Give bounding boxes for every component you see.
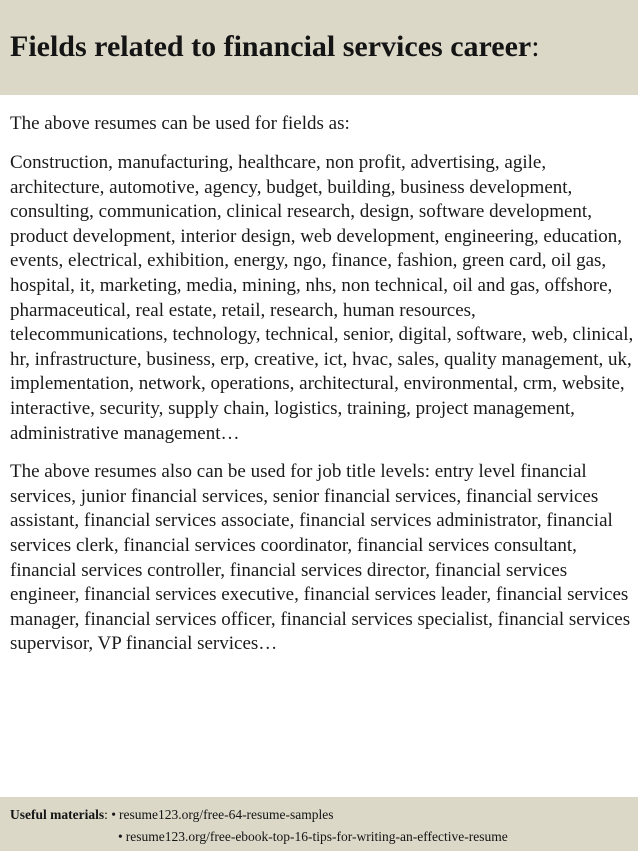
bullet-icon: • [111, 807, 116, 822]
footer-row-2 [118, 829, 508, 845]
useful-materials-label: Useful materials [10, 807, 105, 822]
bullet-icon: • [118, 829, 123, 844]
main-content [10, 112, 634, 657]
useful-materials-colon: : [104, 807, 108, 822]
page-title [10, 30, 540, 64]
page-title-colon: : [531, 30, 540, 63]
footer-row-1 [10, 807, 334, 823]
footer-banner [0, 797, 638, 851]
page-title-text: Fields related to financial services career [10, 30, 532, 63]
footer-link-1[interactable]: resume123.org/free-64-resume-samples [118, 807, 334, 822]
fields-paragraph: Construction, manufacturing, healthcare, non profit, advertising, agile, architecture, automotive, agency, budget, building, business development, consulting, communication, clinical research, design, software development, product development, interior design, web development, engineering, education, events, electrical, exhibition, energy, ngo, finance, fashion, green card, oil gas, hospital, it, marketing, media, mining, nhs, non technical, oil and gas, offshore, pharmaceutical, real estate, retail, research, human resources, telecommunications, technology, technical, senior, digital, software, web, clinical, hr, infrastructure, business, erp, creative, ict, hvac, sales, quality management, uk, implementation, network, operations, architectural, environmental, crm, website, interactive, security, supply chain, logistics, training, project management, administrative management… [10, 152, 634, 444]
intro-text: The above resumes can be used for fields as: [10, 113, 350, 134]
header-banner [0, 0, 638, 95]
footer-link-2[interactable]: resume123.org/free-ebook-top-16-tips-for-writing-an-effective-resume [125, 829, 508, 844]
job-levels-paragraph: The above resumes also can be used for job title levels: entry level financial services, junior financial services, senior financial services, financial services assistant, financial services associate, financial services administrator, financial services clerk, financial services coordinator, financial services consultant, financial services controller, financial services director, financial services engineer, financial services executive, financial services leader, financial services manager, financial services officer, financial services specialist, financial services supervisor, VP financial services… [10, 461, 631, 655]
